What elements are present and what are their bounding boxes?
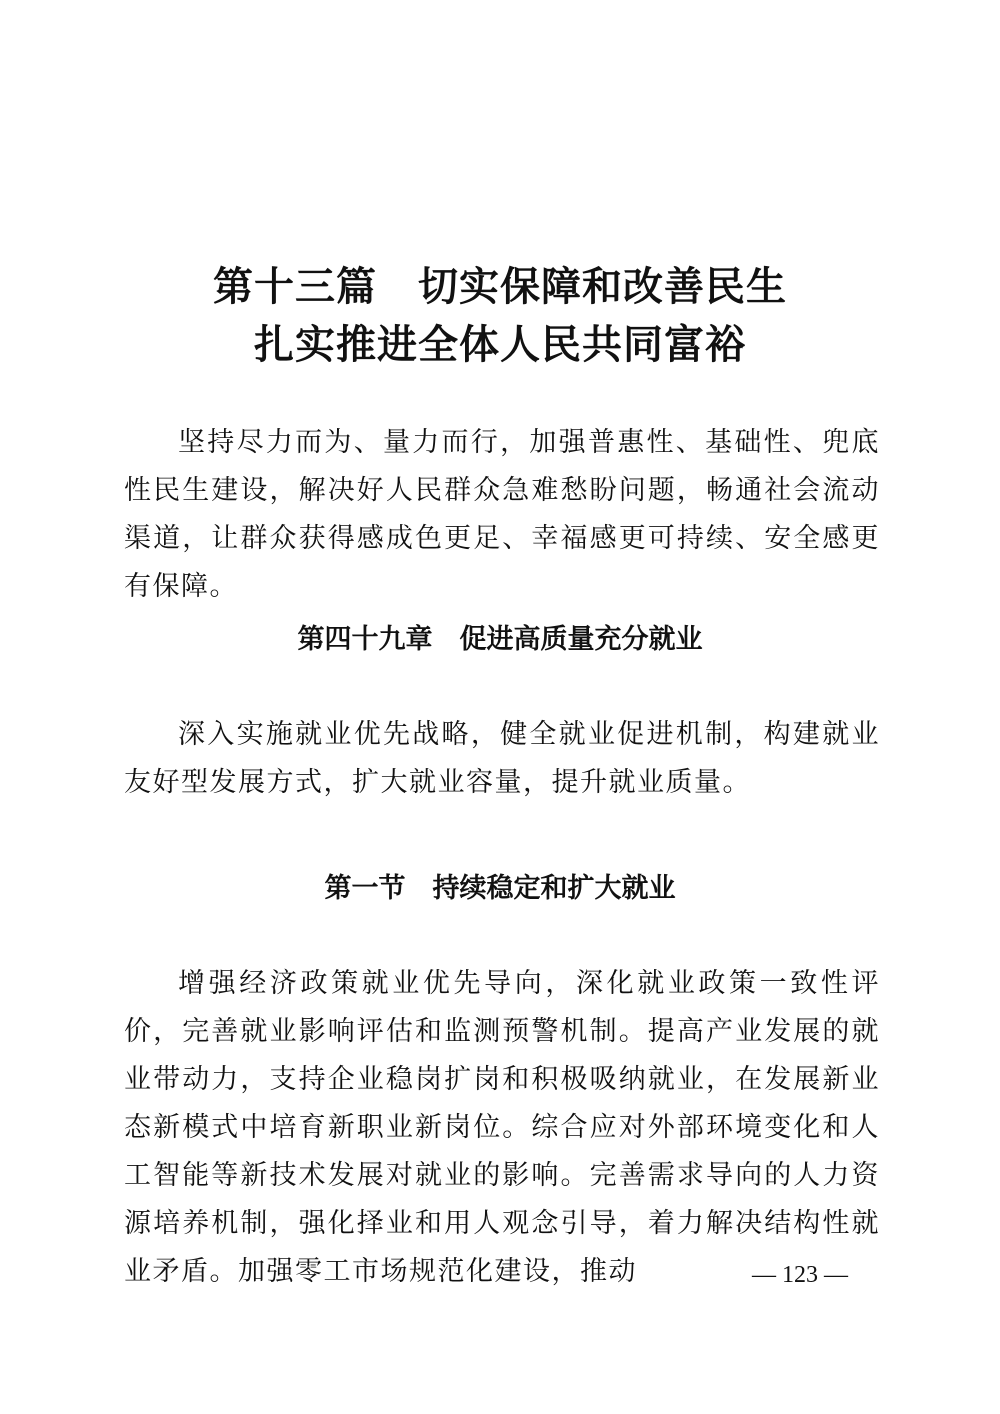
intro-paragraph: 坚持尽力而为、量力而行，加强普惠性、基础性、兜底性民生建设，解决好人民群众急难愁盼问题，畅通社会流动渠道，让群众获得感成色更足、幸福感更可持续、安全感更有保障。 [124,427,880,602]
chapter-heading: 第四十九章 促进高质量充分就业 [297,624,703,655]
part-title [0,258,1000,374]
part-title-line-1: 第十三篇 切实保障和改善民生 [213,264,787,310]
chapter-paragraph: 深入实施就业优先战略，健全就业促进机制，构建就业友好型发展方式，扩大就业容量，提升就业质量。 [124,719,880,798]
section-paragraph: 增强经济政策就业优先导向，深化就业政策一致性评价，完善就业影响评估和监测预警机制。提高产业发展的就业带动力，支持企业稳岗扩岗和积极吸纳就业，在发展新业态新模式中培育新职业新岗位。综合应对外部环境变化和人工智能等新技术发展对就业的影响。完善需求导向的人力资源培养机制，强化择业和用人观念引导，着力解决结构性就业矛盾。加强零工市场规范化建设，推动 [124,968,880,1287]
section-heading: 第一节 持续稳定和扩大就业 [324,873,676,904]
page-number: — 123 — [752,1262,848,1288]
part-title-line-2: 扎实推进全体人民共同富裕 [254,322,746,368]
